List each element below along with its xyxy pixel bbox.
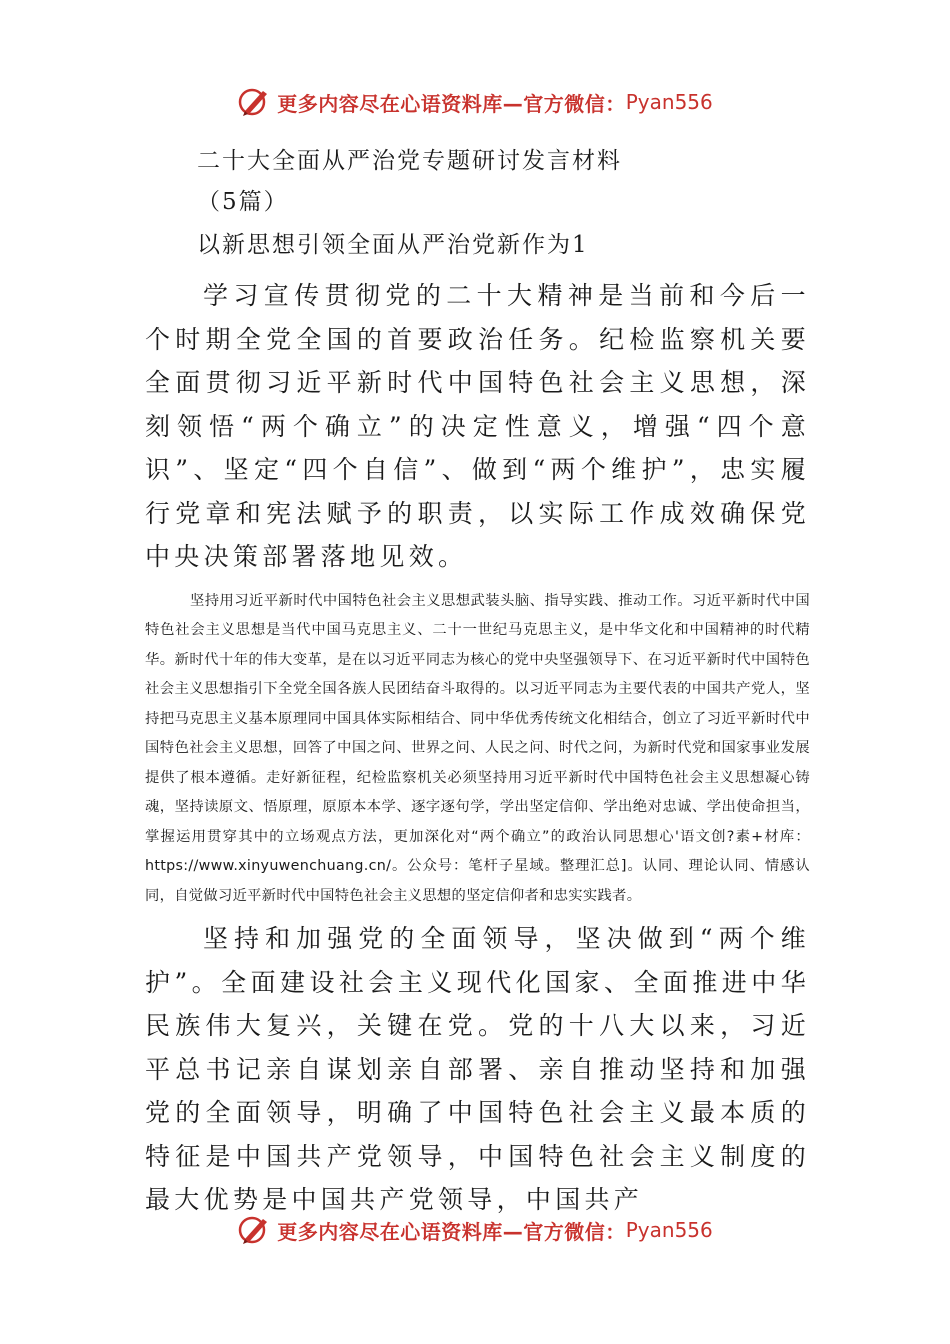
banner-text: 更多内容尽在心语资料库—官方微信： (277, 91, 626, 116)
document-subtitle: （5篇） (197, 189, 289, 215)
section-title: 以新思想引领全面从严治党新作为1 (197, 232, 589, 258)
header-banner (0, 82, 950, 122)
pen-circle-logo-icon (237, 85, 271, 119)
banner-wechat-id: Pyan556 (625, 1218, 713, 1242)
footer-banner (0, 1210, 950, 1250)
banner-wechat-id: Pyan556 (625, 90, 713, 114)
paragraph-3: 坚持和加强党的全面领导，坚决做到“两个维护”。全面建设社会主义现代化国家、全面推进中华民族伟大复兴，关键在党。党的十八大以来，习近平总书记亲自谋划亲自部署、亲自推动坚持和加强党的全面领导，明确了中国特色社会主义最本质的特征是中国共产党领导，中国特色社会主义制度的最大优势是中国共产党领导，中国共产 (145, 924, 810, 1214)
pen-circle-logo-icon (237, 1213, 271, 1247)
banner-text: 更多内容尽在心语资料库—官方微信： (277, 1219, 626, 1244)
document-title: 二十大全面从严治党专题研讨发言材料 (197, 148, 622, 174)
document-body (145, 140, 810, 1222)
paragraph-1: 学习宣传贯彻党的二十大精神是当前和今后一个时期全党全国的首要政治任务。纪检监察机关要全面贯彻习近平新时代中国特色社会主义思想，深刻领悟“两个确立”的决定性意义，增强“四个意识”、坚定“四个自信”、做到“两个维护”，忠实履行党章和宪法赋予的职责，以实际工作成效确保党中央决策部署落地见效。 (145, 281, 810, 571)
paragraph-2: 坚持用习近平新时代中国特色社会主义思想武装头脑、指导实践、推动工作。习近平新时代中国特色社会主义思想是当代中国马克思主义、二十一世纪马克思主义，是中华文化和中国精神的时代精华。新时代十年的伟大变革，是在以习近平同志为核心的党中央坚强领导下、在习近平新时代中国特色社会主义思想指引下全党全国各族人民团结奋斗取得的。以习近平同志为主要代表的中国共产党人，坚持把马克思主义基本原理同中国具体实际相结合、同中华优秀传统文化相结合，创立了习近平新时代中国特色社会主义思想，回答了中国之问、世界之问、人民之问、时代之问，为新时代党和国家事业发展提供了根本遵循。走好新征程，纪检监察机关必须坚持用习近平新时代中国特色社会主义思想凝心铸魂，坚持读原文、悟原理，原原本本学、逐字逐句学，学出坚定信仰、学出绝对忠诚、学出使命担当，掌握运用贯穿其中的立场观点方法，更加深化对“两个确立”的政治认同思想心'语文创?素+材库：https://www.xinyuwenchuang.cn/。公众号：笔杆子星域。整理汇总]。认同、理论认同、情感认同，自觉做习近平新时代中国特色社会主义思想的坚定信仰者和忠实实践者。 (145, 592, 810, 904)
